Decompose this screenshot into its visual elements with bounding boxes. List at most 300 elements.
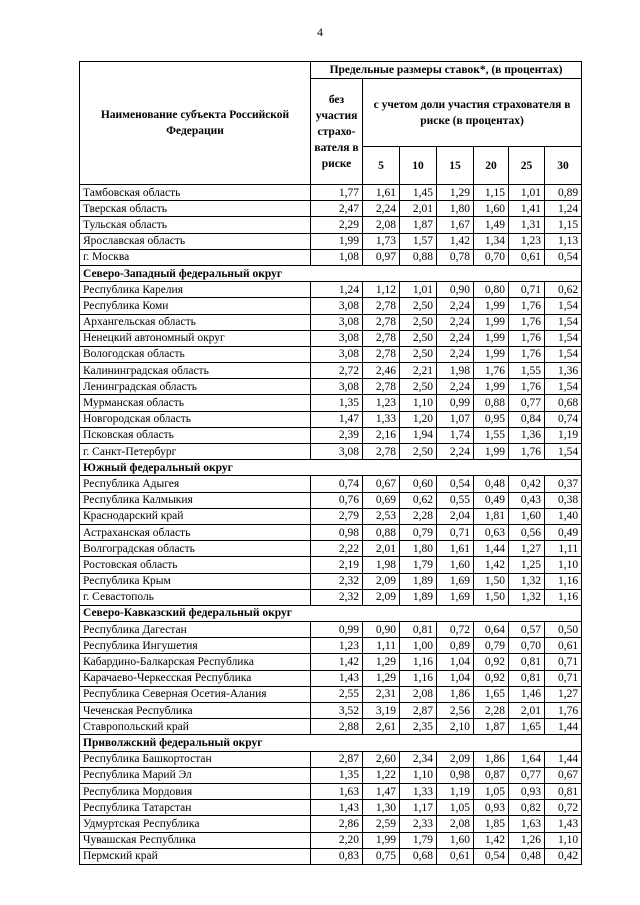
rate-no-participation: 1,43 [311,800,363,816]
rate-share-30: 0,89 [545,185,582,201]
rate-share-15: 0,71 [437,524,474,540]
rate-share-15: 1,69 [437,589,474,605]
rate-share-15: 2,24 [437,330,474,346]
table-row [80,249,582,265]
rate-share-15: 2,24 [437,298,474,314]
rate-share-25: 0,93 [509,783,545,799]
rate-share-5: 2,09 [363,589,400,605]
table-row [80,573,582,589]
rate-share-25: 1,32 [509,573,545,589]
header-share-30: 30 [545,147,582,185]
district-header-row [80,605,582,621]
rate-share-30: 1,54 [545,346,582,362]
rate-share-30: 0,37 [545,476,582,492]
rate-share-15: 1,86 [437,686,474,702]
rate-share-5: 1,29 [363,670,400,686]
rate-share-20: 1,55 [474,427,509,443]
rate-no-participation: 3,52 [311,703,363,719]
header-with-share: с учетом доли участия страхователя в риске (в процентах) [363,79,582,147]
rate-share-10: 1,80 [400,541,437,557]
rate-share-15: 0,90 [437,282,474,298]
rate-share-5: 0,90 [363,622,400,638]
rate-share-10: 2,50 [400,298,437,314]
rate-share-25: 1,01 [509,185,545,201]
rate-no-participation: 1,35 [311,767,363,783]
rate-share-25: 0,84 [509,411,545,427]
rate-no-participation: 1,63 [311,783,363,799]
rate-share-30: 1,16 [545,589,582,605]
rate-share-5: 1,22 [363,767,400,783]
subject-name: Мурманская область [80,395,311,411]
table-row [80,411,582,427]
table-row [80,185,582,201]
table-row [80,622,582,638]
rate-share-15: 2,24 [437,314,474,330]
rate-share-25: 0,81 [509,670,545,686]
rate-share-30: 0,49 [545,524,582,540]
rate-share-30: 0,74 [545,411,582,427]
rate-share-25: 1,65 [509,719,545,735]
rate-share-10: 1,79 [400,832,437,848]
rate-share-10: 0,79 [400,524,437,540]
rate-share-15: 1,98 [437,363,474,379]
rate-share-30: 0,71 [545,670,582,686]
rate-share-30: 1,43 [545,816,582,832]
rate-share-5: 0,75 [363,848,400,864]
rate-share-30: 1,44 [545,751,582,767]
rate-share-10: 1,16 [400,670,437,686]
rate-share-20: 0,88 [474,395,509,411]
rate-share-5: 3,19 [363,703,400,719]
subject-name: Чеченская Республика [80,703,311,719]
rate-share-10: 1,57 [400,233,437,249]
rate-share-10: 2,50 [400,379,437,395]
table-row [80,363,582,379]
rate-share-10: 2,21 [400,363,437,379]
rate-share-10: 2,35 [400,719,437,735]
rate-share-10: 1,94 [400,427,437,443]
rate-share-15: 2,10 [437,719,474,735]
rate-share-30: 0,54 [545,249,582,265]
rate-share-5: 1,12 [363,282,400,298]
rate-share-5: 2,09 [363,573,400,589]
rate-share-25: 1,76 [509,379,545,395]
header-share-15: 15 [437,147,474,185]
subject-name: г. Москва [80,249,311,265]
rate-share-30: 0,62 [545,282,582,298]
subject-name: Республика Марий Эл [80,767,311,783]
table-row [80,670,582,686]
rate-share-10: 1,87 [400,217,437,233]
table-row [80,282,582,298]
rate-share-5: 2,61 [363,719,400,735]
rate-share-10: 0,81 [400,622,437,638]
rate-no-participation: 2,55 [311,686,363,702]
rate-share-20: 1,85 [474,816,509,832]
table-row [80,557,582,573]
table-row [80,379,582,395]
rate-share-30: 0,72 [545,800,582,816]
rate-share-30: 1,76 [545,703,582,719]
rate-share-30: 1,54 [545,379,582,395]
rate-no-participation: 1,23 [311,638,363,654]
rate-share-25: 0,57 [509,622,545,638]
rate-share-20: 0,95 [474,411,509,427]
rate-no-participation: 0,83 [311,848,363,864]
rate-share-20: 1,99 [474,314,509,330]
subject-name: Ленинградская область [80,379,311,395]
rate-share-5: 1,73 [363,233,400,249]
rate-share-15: 1,04 [437,654,474,670]
rate-share-5: 2,59 [363,816,400,832]
table-row [80,298,582,314]
rate-share-10: 1,89 [400,573,437,589]
table-row [80,427,582,443]
table-row [80,314,582,330]
rate-share-10: 2,50 [400,346,437,362]
rate-share-5: 1,47 [363,783,400,799]
subject-name: Ненецкий автономный округ [80,330,311,346]
rate-share-20: 1,99 [474,346,509,362]
subject-name: Краснодарский край [80,508,311,524]
rate-share-10: 2,33 [400,816,437,832]
rate-share-5: 2,01 [363,541,400,557]
rate-share-25: 1,60 [509,508,545,524]
district-name: Северо-Западный федеральный округ [80,265,582,281]
table-row [80,492,582,508]
district-name: Северо-Кавказский федеральный округ [80,605,582,621]
rate-share-15: 1,67 [437,217,474,233]
subject-name: Тамбовская область [80,185,311,201]
rate-share-25: 1,23 [509,233,545,249]
rate-share-20: 0,70 [474,249,509,265]
rate-share-25: 1,26 [509,832,545,848]
rate-share-20: 0,64 [474,622,509,638]
rate-share-25: 1,76 [509,314,545,330]
table-row [80,330,582,346]
table-row [80,589,582,605]
rate-share-30: 1,16 [545,573,582,589]
rate-share-30: 0,71 [545,654,582,670]
rate-share-15: 0,72 [437,622,474,638]
rate-no-participation: 2,87 [311,751,363,767]
rate-share-5: 2,60 [363,751,400,767]
rate-no-participation: 2,29 [311,217,363,233]
rate-no-participation: 1,47 [311,411,363,427]
rate-share-5: 0,97 [363,249,400,265]
rate-share-25: 0,77 [509,395,545,411]
rate-share-5: 1,23 [363,395,400,411]
rate-no-participation: 1,77 [311,185,363,201]
subject-name: Астраханская область [80,524,311,540]
rate-no-participation: 1,24 [311,282,363,298]
rate-share-25: 1,76 [509,444,545,460]
rate-share-5: 2,08 [363,217,400,233]
table-row [80,800,582,816]
subject-name: Республика Дагестан [80,622,311,638]
subject-name: Тверская область [80,201,311,217]
rate-share-25: 0,82 [509,800,545,816]
rate-share-20: 0,63 [474,524,509,540]
rate-share-20: 1,86 [474,751,509,767]
subject-name: Кабардино-Балкарская Республика [80,654,311,670]
rate-no-participation: 0,74 [311,476,363,492]
header-no-participation: без участия страхо-вателя в риске [311,79,363,185]
rate-share-15: 1,07 [437,411,474,427]
rate-share-10: 1,33 [400,783,437,799]
rate-share-10: 1,20 [400,411,437,427]
rate-share-20: 0,80 [474,282,509,298]
rate-share-10: 0,88 [400,249,437,265]
rate-share-5: 2,31 [363,686,400,702]
rate-share-20: 0,87 [474,767,509,783]
rate-share-20: 0,49 [474,492,509,508]
rate-share-5: 2,78 [363,379,400,395]
table-body [80,185,582,865]
rate-share-30: 1,24 [545,201,582,217]
rate-share-30: 1,27 [545,686,582,702]
rate-share-20: 0,92 [474,670,509,686]
page-number: 4 [317,25,323,39]
rate-share-15: 0,78 [437,249,474,265]
subject-name: Республика Башкортостан [80,751,311,767]
rate-share-20: 0,93 [474,800,509,816]
rate-share-10: 2,01 [400,201,437,217]
rate-share-30: 1,11 [545,541,582,557]
rate-share-20: 1,44 [474,541,509,557]
rate-share-15: 1,29 [437,185,474,201]
table-row [80,816,582,832]
table-header [80,62,582,185]
rate-share-25: 0,81 [509,654,545,670]
table-row [80,201,582,217]
rate-share-30: 1,54 [545,298,582,314]
rate-share-25: 1,63 [509,816,545,832]
rate-no-participation: 3,08 [311,314,363,330]
rate-share-15: 1,80 [437,201,474,217]
rate-share-15: 1,60 [437,832,474,848]
rate-share-15: 2,24 [437,346,474,362]
rate-share-10: 1,10 [400,767,437,783]
rate-share-15: 1,42 [437,233,474,249]
rate-share-5: 2,78 [363,330,400,346]
rate-share-30: 1,54 [545,314,582,330]
rate-share-15: 1,19 [437,783,474,799]
rate-share-25: 0,56 [509,524,545,540]
table-row [80,638,582,654]
rate-no-participation: 3,08 [311,379,363,395]
rate-share-5: 1,98 [363,557,400,573]
table-row [80,654,582,670]
subject-name: Карачаево-Черкесская Республика [80,670,311,686]
subject-name: Вологодская область [80,346,311,362]
rate-share-25: 0,42 [509,476,545,492]
header-share-25: 25 [509,147,545,185]
subject-name: Республика Карелия [80,282,311,298]
table-row [80,783,582,799]
rate-share-25: 1,31 [509,217,545,233]
rate-share-10: 1,16 [400,654,437,670]
subject-name: Архангельская область [80,314,311,330]
subject-name: Волгоградская область [80,541,311,557]
rate-share-10: 0,60 [400,476,437,492]
table-row [80,508,582,524]
rate-share-20: 1,05 [474,783,509,799]
rate-share-25: 0,77 [509,767,545,783]
rate-no-participation: 3,08 [311,330,363,346]
rate-share-30: 1,54 [545,444,582,460]
rate-share-20: 2,28 [474,703,509,719]
rate-share-20: 0,79 [474,638,509,654]
subject-name: Республика Татарстан [80,800,311,816]
rate-share-15: 0,55 [437,492,474,508]
rate-share-25: 1,76 [509,330,545,346]
table-row [80,719,582,735]
rate-share-20: 1,50 [474,589,509,605]
subject-name: Республика Северная Осетия-Алания [80,686,311,702]
rate-no-participation: 3,08 [311,298,363,314]
rate-share-10: 2,50 [400,444,437,460]
rate-share-10: 1,17 [400,800,437,816]
rate-share-5: 2,78 [363,314,400,330]
table-row [80,524,582,540]
table-row [80,541,582,557]
rate-no-participation: 2,20 [311,832,363,848]
table-row [80,767,582,783]
table-row [80,686,582,702]
rate-share-10: 2,28 [400,508,437,524]
rate-share-5: 0,69 [363,492,400,508]
rate-share-15: 0,89 [437,638,474,654]
rate-share-25: 0,43 [509,492,545,508]
rate-share-15: 0,61 [437,848,474,864]
rate-share-20: 1,99 [474,379,509,395]
rate-share-5: 0,67 [363,476,400,492]
subject-name: Республика Калмыкия [80,492,311,508]
rate-share-5: 2,16 [363,427,400,443]
rate-share-5: 2,78 [363,298,400,314]
rate-no-participation: 3,08 [311,346,363,362]
rate-share-25: 1,32 [509,589,545,605]
rate-share-15: 0,98 [437,767,474,783]
table-row [80,848,582,864]
subject-name: Тульская область [80,217,311,233]
rate-no-participation: 1,35 [311,395,363,411]
rate-share-15: 1,74 [437,427,474,443]
rate-share-5: 2,24 [363,201,400,217]
rate-share-30: 1,44 [545,719,582,735]
rate-share-25: 1,76 [509,346,545,362]
rate-share-30: 0,67 [545,767,582,783]
rate-share-30: 0,61 [545,638,582,654]
rate-share-30: 1,13 [545,233,582,249]
subject-name: Ставропольский край [80,719,311,735]
rate-share-15: 0,99 [437,395,474,411]
rate-share-25: 1,64 [509,751,545,767]
rate-no-participation: 2,39 [311,427,363,443]
table-row [80,751,582,767]
table-row [80,444,582,460]
rate-share-15: 2,09 [437,751,474,767]
table-row [80,703,582,719]
rate-share-30: 0,68 [545,395,582,411]
rate-no-participation: 2,32 [311,589,363,605]
subject-name: г. Севастополь [80,589,311,605]
rate-share-15: 2,24 [437,444,474,460]
rate-share-10: 1,89 [400,589,437,605]
rate-no-participation: 2,86 [311,816,363,832]
rate-no-participation: 1,08 [311,249,363,265]
subject-name: Калининградская область [80,363,311,379]
header-subject-name: Наименование субъекта Российской Федерации [80,62,311,185]
rate-no-participation: 3,08 [311,444,363,460]
table-row [80,346,582,362]
subject-name: Республика Крым [80,573,311,589]
rate-share-20: 1,76 [474,363,509,379]
rate-share-25: 1,55 [509,363,545,379]
rate-share-20: 1,42 [474,557,509,573]
rate-share-30: 1,19 [545,427,582,443]
rate-share-20: 0,48 [474,476,509,492]
rate-share-25: 1,46 [509,686,545,702]
rate-share-30: 1,10 [545,832,582,848]
rate-share-15: 1,69 [437,573,474,589]
rate-no-participation: 2,32 [311,573,363,589]
rate-no-participation: 2,79 [311,508,363,524]
rate-share-20: 1,50 [474,573,509,589]
rate-share-10: 1,00 [400,638,437,654]
rate-no-participation: 2,88 [311,719,363,735]
rate-share-25: 0,48 [509,848,545,864]
rate-share-25: 2,01 [509,703,545,719]
subject-name: Республика Ингушетия [80,638,311,654]
rate-share-25: 1,36 [509,427,545,443]
header-share-10: 10 [400,147,437,185]
rate-share-20: 1,99 [474,298,509,314]
rate-share-20: 1,49 [474,217,509,233]
rate-share-30: 0,81 [545,783,582,799]
rate-share-10: 0,68 [400,848,437,864]
rate-share-25: 1,41 [509,201,545,217]
rate-share-20: 1,34 [474,233,509,249]
subject-name: Пермский край [80,848,311,864]
district-name: Приволжский федеральный округ [80,735,582,751]
header-share-20: 20 [474,147,509,185]
subject-name: Удмуртская Республика [80,816,311,832]
rate-share-20: 1,65 [474,686,509,702]
rates-table [79,61,582,865]
rate-share-5: 1,11 [363,638,400,654]
rate-share-5: 2,53 [363,508,400,524]
rate-share-15: 1,61 [437,541,474,557]
rate-share-15: 0,54 [437,476,474,492]
rate-share-10: 1,01 [400,282,437,298]
rate-share-10: 1,79 [400,557,437,573]
table-row [80,217,582,233]
rate-share-30: 1,10 [545,557,582,573]
rate-share-30: 0,38 [545,492,582,508]
subject-name: Республика Адыгея [80,476,311,492]
rate-share-30: 1,54 [545,330,582,346]
rate-share-25: 0,70 [509,638,545,654]
rate-no-participation: 2,22 [311,541,363,557]
rate-share-10: 2,50 [400,314,437,330]
rate-no-participation: 0,99 [311,622,363,638]
rate-share-20: 1,81 [474,508,509,524]
rate-no-participation: 0,76 [311,492,363,508]
rate-share-15: 1,60 [437,557,474,573]
rate-share-20: 0,54 [474,848,509,864]
